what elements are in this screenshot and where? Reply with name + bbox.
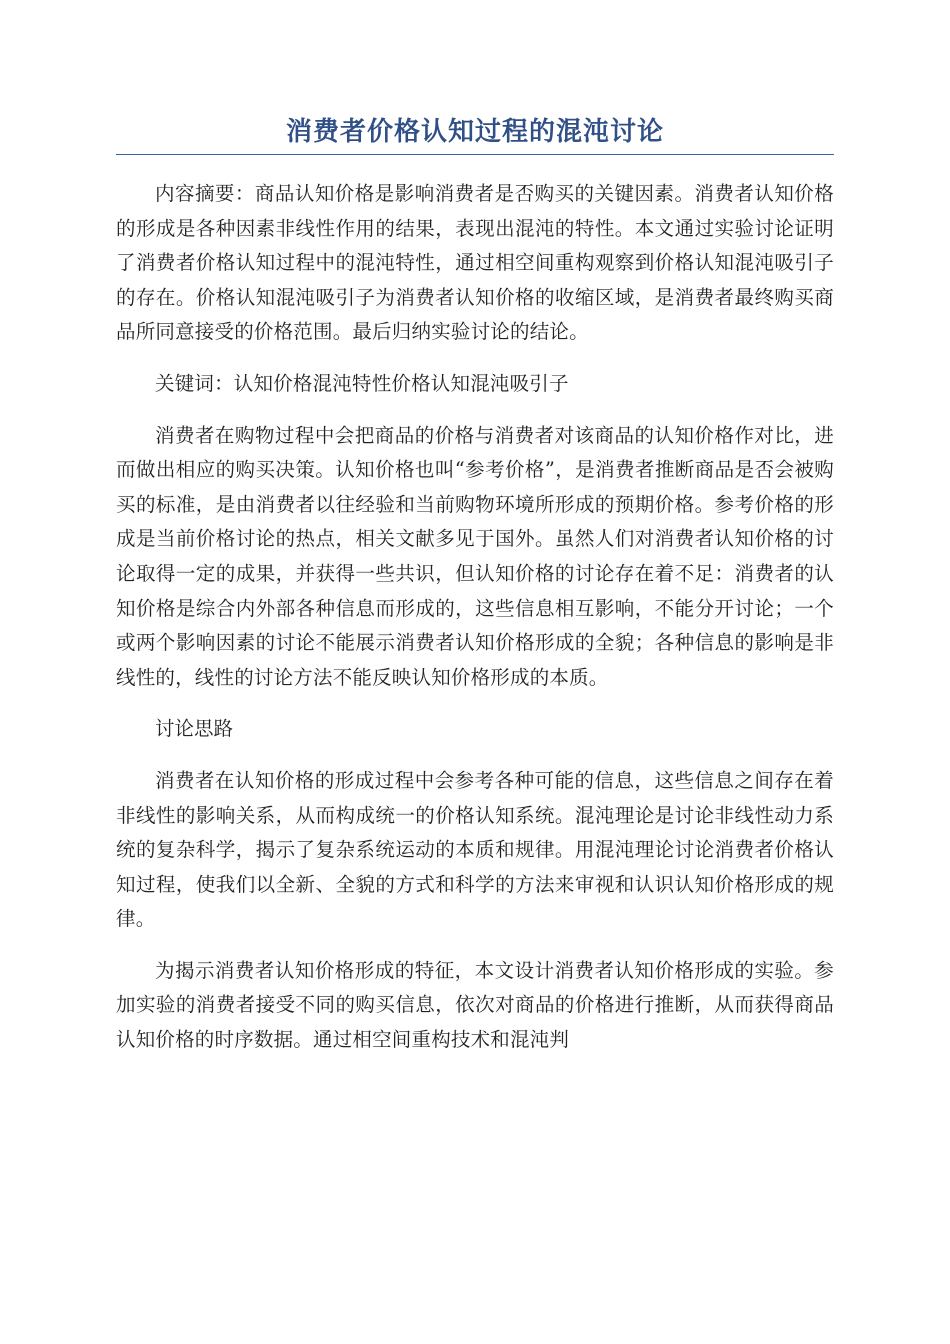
document-title: 消费者价格认知过程的混沌讨论 [116,112,834,155]
experiment-paragraph: 为揭示消费者认知价格形成的特征，本文设计消费者认知价格形成的实验。参加实验的消费者接受不同的购买信息，依次对商品的价格进行推断，从而获得商品认知价格的时序数据。通过相空间重构技术和混沌判 [116,958,834,1052]
section-heading: 讨论思路 [155,717,234,741]
abstract-paragraph: 内容摘要：商品认知价格是影响消费者是否购买的关键因素。消费者认知价格的形成是各种因素非线性作用的结果，表现出混沌的特性。本文通过实验讨论证明了消费者价格认知过程中的混沌特性，通过相空间重构观察到价格认知混沌吸引子的存在。价格认知混沌吸引子为消费者认知价格的收缩区域，是消费者最终购买商品所同意接受的价格范围。最后归纳实验讨论的结论。 [116,182,834,344]
method-paragraph: 消费者在认知价格的形成过程中会参考各种可能的信息，这些信息之间存在着非线性的影响关系，从而构成统一的价格认知系统。混沌理论是讨论非线性动力系统的复杂科学，揭示了复杂系统运动的本质和规律。用混沌理论讨论消费者价格认知过程，使我们以全新、全貌的方式和科学的方法来审视和认识认知价格形成的规律。 [116,768,834,931]
keywords-paragraph: 关键词：认知价格混沌特性价格认知混沌吸引子 [155,371,569,395]
document-body [116,177,834,1058]
document-page [116,112,834,1075]
intro-paragraph: 消费者在购物过程中会把商品的价格与消费者对该商品的认知价格作对比，进而做出相应的购买决策。认知价格也叫“参考价格”，是消费者推断商品是否会被购买的标准，是由消费者以往经验和当前购物环境所形成的预期价格。参考价格的形成是当前价格讨论的热点，相关文献多见于国外。虽然人们对消费者认知价格的讨论取得一定的成果，并获得一些共识，但认知价格的讨论存在着不足：消费者的认知价格是综合内外部各种信息而形成的，这些信息相互影响，不能分开讨论；一个或两个影响因素的讨论不能展示消费者认知价格形成的全貌；各种信息的影响是非线性的，线性的讨论方法不能反映认知价格形成的本质。 [116,423,834,689]
